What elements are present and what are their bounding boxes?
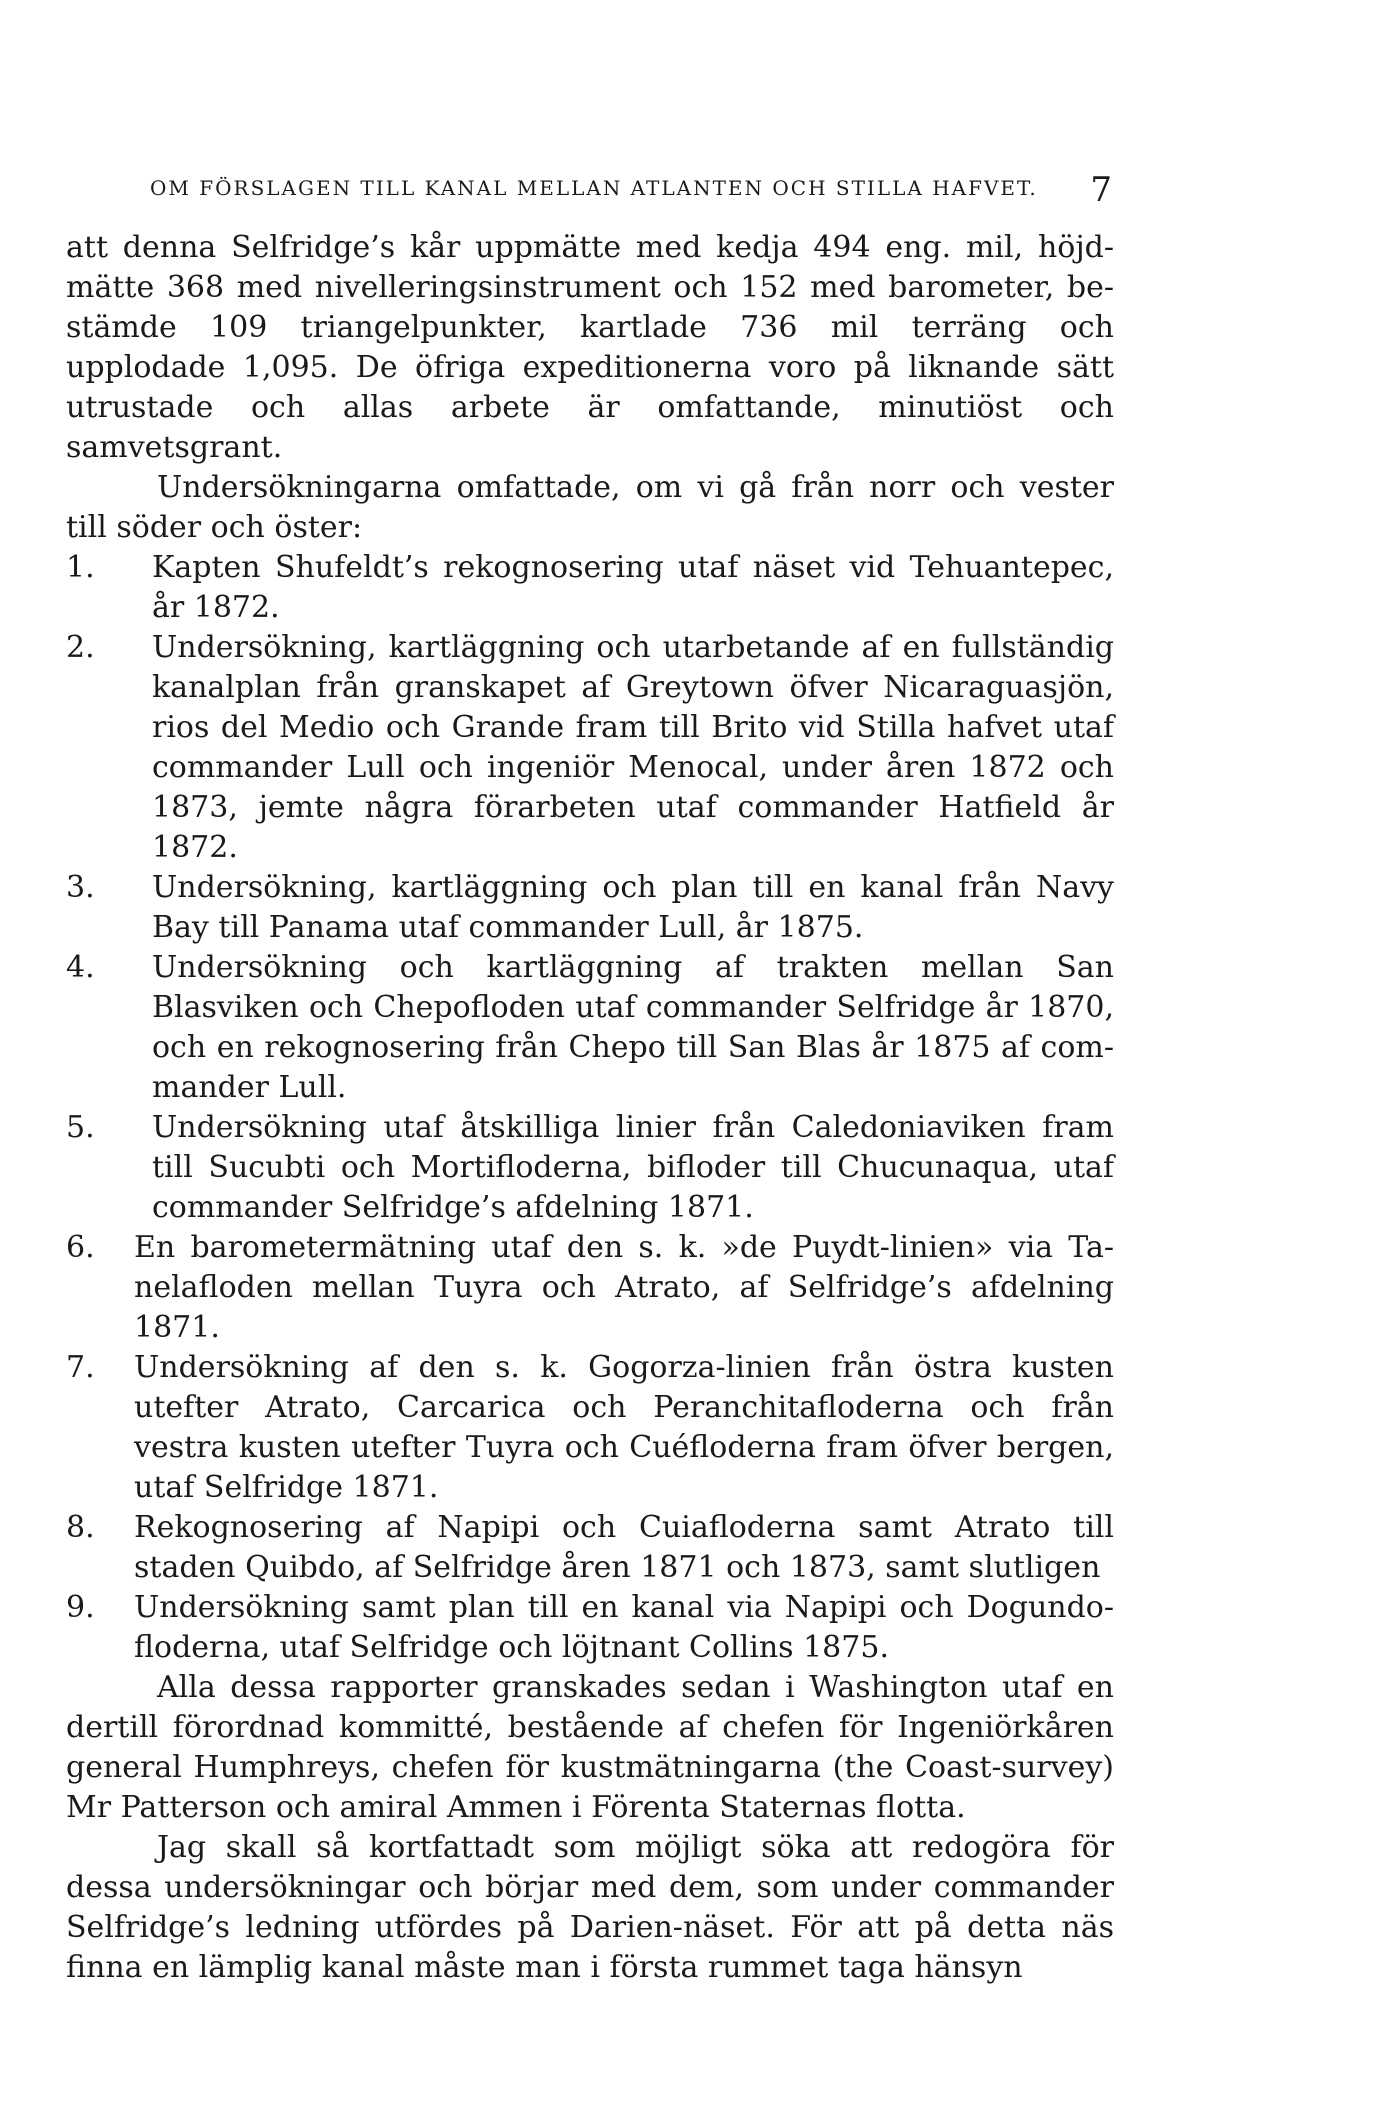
list-item-number: 4. [66,950,95,985]
list-item [66,1108,1114,1228]
list-item-number: 2. [66,630,95,665]
list-item-number: 5. [66,1110,95,1145]
list-item [66,1348,1114,1508]
list-item [66,1228,1114,1348]
list-item [66,628,1114,868]
list-item-text: Undersökning utaf åtskilliga linier från Caledoniaviken fram till Sucubti och Mortifloderna, bifloder till Chucunaqua, utaf commander Selfridge’s afdelning 1871. [152,1110,1114,1225]
list-item [66,1588,1114,1668]
list-item-number: 3. [66,870,95,905]
list-item-text: Undersökning, kartläggning och utarbetande af en fullständig kanalplan från granskapet af Greytown öfver Nicaraguasjön, rios del Medio och Grande fram till Brito vid Stilla hafvet utaf commander Lull och ingeniör Menocal, under åren 1872 och 1873, jemte några förarbeten utaf commander Hatfield år 1872. [152,630,1114,865]
list-item-number: 8. [66,1510,95,1545]
running-header [150,170,1112,210]
list-item-text: En barometermätning utaf den s. k. »de Puydt-linien» via Tanelafloden mellan Tuyra och Atrato, af Selfridge’s afdelning 1871. [134,1230,1114,1345]
page-number: 7 [1090,170,1112,210]
paragraph: att denna Selfridge’s kår uppmätte med kedja 494 eng. mil, höjdmätte 368 med nivelleringsinstrument och 152 med barometer, bestämde 109 triangelpunkter, kartlade 736 mil terräng och upplodade 1,095. De öfriga expeditionerna voro på liknande sätt utrustade och allas arbete är omfattande, minutiöst och samvetsgrant. [66,230,1114,465]
list-item-text: Undersökning, kartläggning och plan till en kanal från Navy Bay till Panama utaf commander Lull, år 1875. [152,870,1114,945]
list-item-number: 7. [66,1350,95,1385]
paragraph: Alla dessa rapporter granskades sedan i Washington utaf en dertill förordnad kommitté, bestående af chefen för Ingeniörkåren general Humphreys, chefen för kustmätningarna (the Coast-survey) Mr Patterson och amiral Ammen i Förenta Staternas flotta. [66,1670,1114,1825]
list-item-text: Kapten Shufeldt’s rekognosering utaf näset vid Tehuantepec, år 1872. [152,550,1114,625]
paragraph: Undersökningarna omfattade, om vi gå från norr och vester till söder och öster: [66,470,1114,545]
list-item [66,548,1114,628]
list-item-number: 1. [66,550,95,585]
list-item-text: Rekognosering af Napipi och Cuiafloderna samt Atrato till staden Quibdo, af Selfridge åren 1871 och 1873, samt slutligen [134,1510,1114,1585]
list-item-text: Undersökning samt plan till en kanal via Napipi och Dogundofloderna, utaf Selfridge och löjtnant Collins 1875. [134,1590,1114,1665]
running-title: OM FÖRSLAGEN TILL KANAL MELLAN ATLANTEN OCH STILLA HAFVET. [150,176,1038,200]
paragraph: Jag skall så kortfattadt som möjligt söka att redogöra för dessa undersökningar och börjar med dem, som under commander Selfridge’s ledning utfördes på Darien-näset. För att på detta näs finna en lämplig kanal måste man i första rummet taga hänsyn [66,1830,1114,1985]
list-item [66,1508,1114,1588]
numbered-list [66,548,1114,1668]
list-item-number: 6. [66,1230,95,1265]
list-item-text: Undersökning och kartläggning af trakten mellan San Blasviken och Chepofloden utaf commander Selfridge år 1870, och en rekognosering från Chepo till San Blas år 1875 af commander Lull. [152,950,1114,1105]
list-item [66,948,1114,1108]
list-item-text: Undersökning af den s. k. Gogorza-linien från östra kusten utefter Atrato, Carcarica och Peranchitafloderna och från vestra kusten utefter Tuyra och Cuéfloderna fram öfver bergen, utaf Selfridge 1871. [134,1350,1114,1505]
list-item [66,868,1114,948]
list-item-number: 9. [66,1590,95,1625]
page-body [66,228,1114,1988]
